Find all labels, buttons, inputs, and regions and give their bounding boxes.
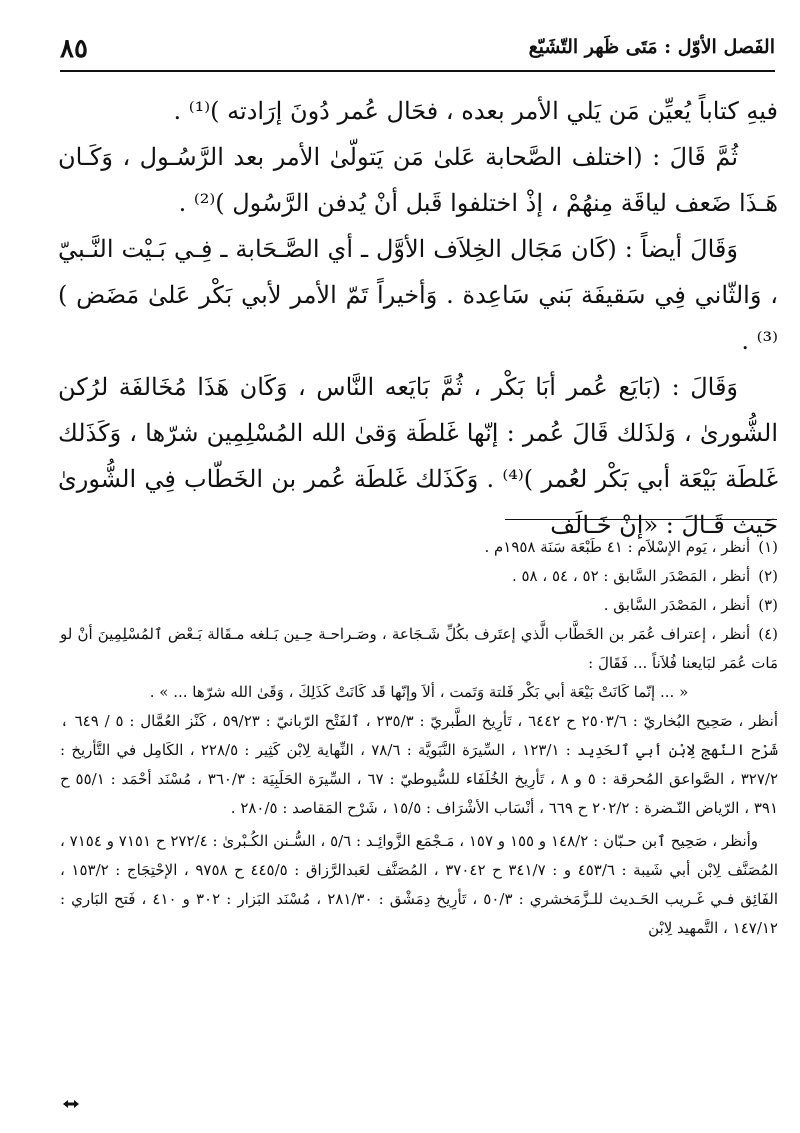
- footnote-text: أنظر ، المَصْدَر السَّابق .: [603, 596, 751, 614]
- footnote-item: [60, 591, 778, 620]
- body-paragraph: ثُمَّ قَالَ : (اختلف الصَّحابة عَلىٰ مَن يَتولّىٰ الأمر بعد الرَّسُـول ، وَكَـان هَـذَا ضَعف لياقَة مِنهُمْ ، إذْ اختلفوا قَبل أنْ يُدفن الرَّسُول )⁽²⁾ .: [58, 143, 778, 217]
- header-rule: [60, 70, 775, 72]
- footnote-separator: [505, 519, 777, 520]
- footnote-text: أنظر ، إعتراف عُمَر بن الخَطَّاب الَّذي إعتَرف بكُلِّ شَـجَاعة ، وصَـراحـة حِـين بَـلغه مـقَالة بَـعْض ٱلمُسْلِمِينَ أنْ لو مَات عُمَر لبَايعنا فُلاَناً ... فَقَالَ :: [60, 625, 778, 672]
- footnote-text: أنظر ، المَصْدَر السَّابق : ٥٢ ، ٥٤ ، ٥٨ .: [511, 567, 751, 585]
- footnote-quote: « ... إنّما كَانَتْ بَيْعَة أبي بَكْر فَلتة وَتَمت ، ألاَ وإنّها قَد كَانَتْ كَذَلِكَ ، وَقَىٰ الله شرّها ... » .: [149, 683, 689, 701]
- footnote-number: (٢): [758, 567, 778, 585]
- body-paragraph: وَقَالَ : (بَايَع عُمر أبَا بَكْر ، ثُمَّ بَايَعه النَّاس ، وَكَان هَذَا مُخَالفَة لرُكن الشُّورىٰ ، وَلذَلك قَالَ عُمر : إنّها غَلطَة وَقىٰ الله المُسْلِمِين شرّها ، وَكَذَلك غَلطَة بَيْعَة أبي بَكْر لعُمر )⁽⁴⁾ . وَكَذَلك غَلطَة عُمر بن الخَطّاب فِي الشُّورىٰ حَيث قَـالَ : «إنْ خَـالَف: [58, 373, 778, 539]
- page-number: ٨٥: [60, 34, 88, 64]
- footnote-references: وأنظر ، صَحِيح ٱبن حـبّان : ١٤٨/٢ و ١٥٥ و ١٥٧ ، مَـجْمَع الزَّوائِـد : ٥/٦ ، السُّـنن الكُـبْرىٰ : ٢٧٢/٤ ح ٧١٥١ و ٧١٥٤ ، المُصَنَّف لِابْن أبي شَيبة : ٤٥٣/٦ و : ٣٤١/٧ ح ٣٧٠٤٢ ، المُصَنَّف لعَبدالرَّزاق : ٤٤٥/٥ ح ٩٧٥٨ ، الإحْتِجَاج : ١٥٣/٢ ، الفَائِق فـي غَـريب الحَـديث للـزَّمَخشري : ٥٠/٣ ، تَأرِيخ دِمَشْق : ٢٨١/٣٠ ، مُسْنَد البَزار : ٣٠٢ و ٤١٠ ، فَتح البَاري : ١٤٧/١٢ ، التَّمهيد لِابْن: [60, 832, 779, 937]
- running-title: الفَصل الأوّل : مَتَى ظَهر التّشَيّع: [528, 36, 775, 58]
- footnote-item: [60, 533, 778, 562]
- footnote-item: [60, 620, 778, 678]
- continuation-arrow-icon: [62, 1098, 80, 1110]
- body-paragraph: وَقَالَ أيضاً : (كَان مَجَال الخِلاَف الأوَّل ـ أي الصَّـحَابة ـ فِـي بَـيْت النَّـبيّ ، وَالثّاني فِي سَقيفَة بَني سَاعِدة . وَأخيراً تَمّ الأمر لأبي بَكْر عَلىٰ مَضَض )⁽³⁾ .: [58, 235, 778, 355]
- footnote-item: [60, 562, 778, 591]
- main-text: [58, 88, 778, 548]
- footnote-references: أنظر ، صَحِيح البُخاريّ : ٢٥٠٣/٦ ح ٦٤٤٢ ، تَأرِيخ الطَّبريّ : ٢٣٥/٣ ، ٱلفَتْح الرّبانيّ : ٥٩/٢٣ ، كَنْز العُمَّال : ٥ / ٦٤٩ ، شَرْح النّهج لِابْن أبي ٱلحَدِيد : ١٢٣/١ ، السِّيرَة النَّبَويَّة : ٧٨/٦ ، النِّهاية لِابْن كَثِير : ٢٢٨/٥ ، الكَامِل في التَّأريخ : ٣٢٧/٢ ، الصَّواعق المُحرقة : ٥ و ٨ ، تَأرِيخ الخُلَفَاء للسُّيوطيّ : ٦٧ ، السِّيرَة الحَلَبِيَة : ٣٦٠/٣ ، مُسْنَد أحْمَد : ٥٥/١ ح ٣٩١ ، الرّياض النّـضرة : ٢٠٢/٢ ح ٦٦٩ ، أنْسَاب الأشْرَاف : ١٥/٥ ، شَرْح المَقاصد : ٢٨٠/٥ .: [60, 712, 779, 817]
- footnotes: [60, 533, 778, 943]
- footnote-text: أنظر ، يَوم الإسْلاَم : ٤١ طَبْعَة سَنَة ١٩٥٨م .: [484, 538, 751, 556]
- footnote-number: (٣): [758, 596, 778, 614]
- body-paragraph: فيهِ كتاباً يُعيِّن مَن يَلي الأمر بعده ، فحَال عُمر دُونَ إرَادته )⁽¹⁾ .: [173, 97, 778, 125]
- footnote-number: (٤): [758, 625, 778, 643]
- page-header: [60, 34, 775, 68]
- footnote-number: (١): [758, 538, 778, 556]
